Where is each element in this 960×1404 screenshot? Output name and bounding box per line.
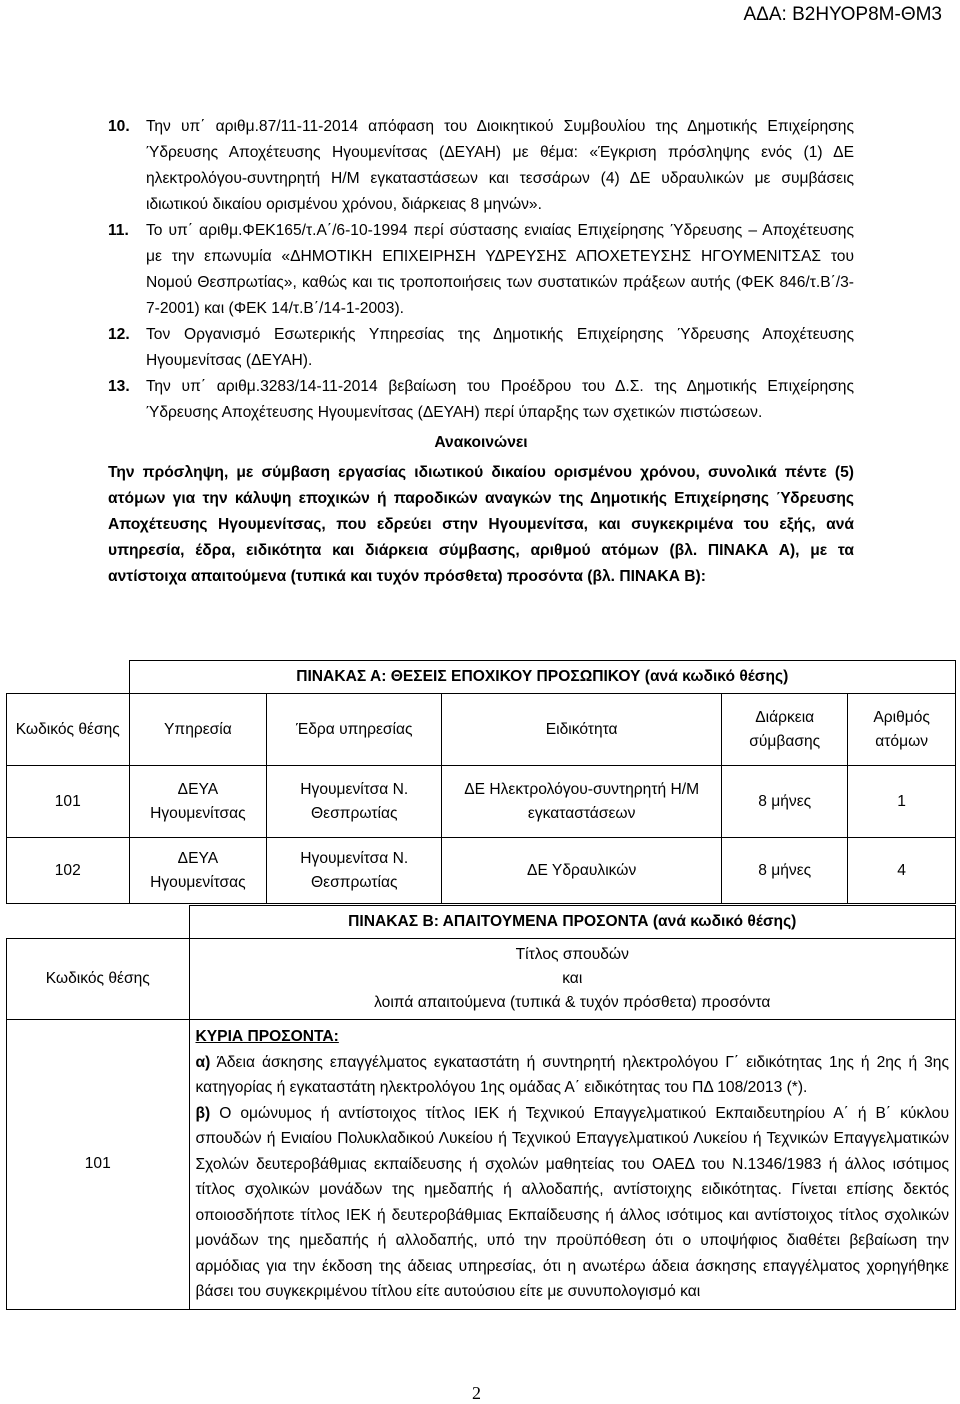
cell: ΔΕΥΑ Ηγουμενίτσας xyxy=(129,766,267,838)
cell: 102 xyxy=(7,838,130,904)
table-b-title: ΠΙΝΑΚΑΣ Β: ΑΠΑΙΤΟΥΜΕΝΑ ΠΡΟΣΟΝΤΑ (ανά κωδικό θέσης) xyxy=(189,906,956,939)
announce-title: Ανακοινώνει xyxy=(434,434,528,451)
cell: 101 xyxy=(7,1020,190,1310)
item-text: Την υπ΄ αριθμ.3283/14-11-2014 βεβαίωση του Προέδρου του Δ.Σ. της Δημοτικής Επιχείρησης Ύδρευσης Αποχέτευσης Ηγουμενίτσας (ΔΕΥΑΗ) περί ύπαρξης των σχετικών πιστώσεων. xyxy=(146,378,854,421)
header-cell: Αριθμός ατόμων xyxy=(848,694,956,766)
table-row xyxy=(7,766,956,838)
document-body xyxy=(108,114,854,590)
main-heading: ΚΥΡΙΑ ΠΡΟΣΟΝΤΑ: xyxy=(195,1028,339,1045)
cell: 8 μήνες xyxy=(722,838,848,904)
header-line: Τίτλος σπουδών xyxy=(515,946,629,963)
list-item xyxy=(108,322,854,374)
header-cell: Διάρκεια σύμβασης xyxy=(722,694,848,766)
table-row xyxy=(7,838,956,904)
header-cell: Κωδικός θέσης xyxy=(7,939,190,1020)
qualification-a xyxy=(196,1050,950,1101)
item-text: Τον Οργανισμό Εσωτερικής Υπηρεσίας της Δημοτικής Επιχείρησης Ύδρευσης Αποχέτευσης Ηγουμενίτσας (ΔΕΥΑΗ). xyxy=(146,326,854,369)
qualification-b xyxy=(196,1101,950,1305)
item-text: Την υπ΄ αριθμ.87/11-11-2014 απόφαση του Διοικητικού Συμβουλίου της Δημοτικής Επιχείρησης Ύδρευσης Αποχέτευσης Ηγουμενίτσας (ΔΕΥΑΗ) με θέμα: «Έγκριση πρόσληψης ενός (1) ΔΕ ηλεκτρολόγου-συντηρητή Η/Μ εγκαταστάσεων και τεσσάρων (4) ΔΕ υδραυλικών με συμβάσεις ιδιωτικού δικαίου ορισμένου χρόνου, διάρκειας 8 μηνών». xyxy=(146,118,854,213)
page-number: 2 xyxy=(472,1383,481,1403)
header-line: λοιπά απαιτούμενα (τυπικά & τυχόν πρόσθετα) προσόντα xyxy=(374,994,771,1011)
cell: 8 μήνες xyxy=(722,766,848,838)
item-text: Το υπ΄ αριθμ.ΦΕΚ165/τ.Α΄/6-10-1994 περί σύστασης ενιαίας Επιχείρησης Ύδρευσης – Αποχέτευσης με την επωνυμία «ΔΗΜΟΤΙΚΗ ΕΠΙΧΕΙΡΗΣΗ ΥΔΡΕΥΣΗΣ ΑΠΟΧΕΤΕΥΣΗΣ ΗΓΟΥΜΕΝΙΤΣΑΣ του Νομού Θεσπρωτίας», καθώς και τις τροποποιήσεις των συστατικών πράξεων αυτής (ΦΕΚ 846/τ.Β΄/3-7-2001) και (ΦΕΚ 14/τ.Β΄/14-1-2003). xyxy=(146,222,854,317)
header-cell: Ειδικότητα xyxy=(442,694,722,766)
cell: ΔΕ Υδραυλικών xyxy=(442,838,722,904)
label: α) xyxy=(195,1053,211,1071)
item-number: 13. xyxy=(108,378,130,395)
item-number: 12. xyxy=(108,326,130,343)
cell: 4 xyxy=(848,838,956,904)
announce-text: Την πρόσληψη, με σύμβαση εργασίας ιδιωτικού δικαίου ορισμένου χρόνου, συνολικά πέντε (5) ατόμων για την κάλυψη εποχικών ή παροδικών αναγκών της Δημοτικής Επιχείρησης Ύδρευσης Αποχέτευσης Ηγουμενίτσας, που εδρεύει στην Ηγουμενίτσα, και συγκεκριμένα του εξής, ανά υπηρεσία, έδρα, ειδικότητα και διάρκεια σύμβασης, αριθμού ατόμων (βλ. ΠΙΝΑΚΑ Α), με τα αντίστοιχα απαιτούμενα (τυπικά και τυχόν πρόσθετα) προσόντα (βλ. ΠΙΝΑΚΑ Β): xyxy=(108,464,854,585)
table-b xyxy=(6,905,956,1310)
header-line: και xyxy=(562,970,583,987)
label: β) xyxy=(195,1104,211,1122)
text: Άδεια άσκησης επαγγέλματος εγκαταστάτη ή συντηρητή ηλεκτρολόγου Γ΄ ειδικότητας 1ης ή 2ης ή 3ης κατηγορίας ή εγκαταστάτη ηλεκτρολόγου 1ης ομάδας Α΄ ειδικότητας του ΠΔ 108/2013 (*). xyxy=(195,1053,949,1096)
document-code: ΑΔΑ: Β2ΗΥΟΡ8Μ-ΘΜ3 xyxy=(743,4,942,25)
cell: ΔΕ Ηλεκτρολόγου-συντηρητή Η/Μ εγκαταστάσεων xyxy=(442,766,722,838)
list-item xyxy=(108,114,854,218)
header-cell: Κωδικός θέσης xyxy=(7,694,130,766)
list-item xyxy=(108,218,854,322)
cell: ΔΕΥΑ Ηγουμενίτσας xyxy=(129,838,267,904)
header-cell xyxy=(189,939,956,1020)
qualifications-cell xyxy=(189,1020,956,1310)
table-row xyxy=(7,1020,956,1310)
cell: 1 xyxy=(848,766,956,838)
cell: Ηγουμενίτσα Ν. Θεσπρωτίας xyxy=(267,838,442,904)
table-a-title: ΠΙΝΑΚΑΣ Α: ΘΕΣΕΙΣ ΕΠΟΧΙΚΟΥ ΠΡΟΣΩΠΙΚΟΥ (ανά κωδικό θέσης) xyxy=(129,661,956,694)
cell: 101 xyxy=(7,766,130,838)
table-a xyxy=(6,660,956,904)
text: Ο ομώνυμος ή αντίστοιχος τίτλος ΙΕΚ ή Τεχνικού Επαγγελματικού Εκπαιδευτηρίου Α΄ ή Β΄ κύκλου σπουδών ή Ενιαίου Πολυκλαδικού Λυκείου ή Τεχνικού Επαγγελματικού Λυκείου ή Τεχνικών Επαγγελματικών Σχολών δευτεροβάθμιας εκπαίδευσης ή σχολών μαθητείας του ΟΑΕΔ του Ν.1346/1983 ή άλλος ισότιμος τίτλος σχολικών μονάδων της ημεδαπής ή αλλοδαπής, αντίστοιχης ειδικότητας. Γίνεται επίσης δεκτός οποιοσδήποτε τίτλος ΙΕΚ ή δευτεροβάθμιας Εκπαίδευσης ή άλλος ισότιμος και αντίστοιχος τίτλος σχολικών μονάδων της ημεδαπής ή αλλοδαπής, υπό την προϋπόθεση ότι ο υποψήφιος διαθέτει βεβαίωση την αρμόδιας για την έκδοση της άδειας υπηρεσίας, ότι η ανωτέρω άδεια άσκησης επαγγέλματος χορηγήθηκε βάσει του συγκεκριμένου τίτλου είτε αυτούσιου είτε με συνυπολογισμό και xyxy=(195,1104,949,1300)
list-item xyxy=(108,374,854,426)
header-cell: Υπηρεσία xyxy=(129,694,267,766)
header-cell: Έδρα υπηρεσίας xyxy=(267,694,442,766)
item-number: 11. xyxy=(108,222,129,239)
cell: Ηγουμενίτσα Ν. Θεσπρωτίας xyxy=(267,766,442,838)
item-number: 10. xyxy=(108,118,130,135)
